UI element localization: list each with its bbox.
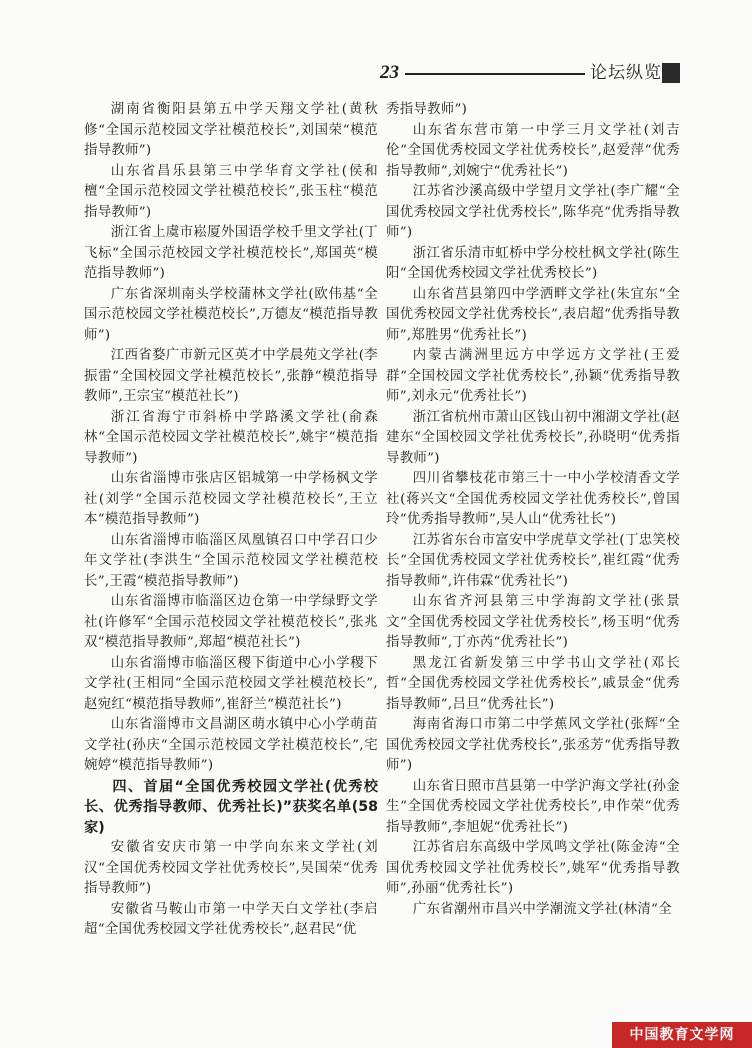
- list-item: 浙江省乐清市虹桥中学分校杜枫文学社(陈生阳“全国优秀校园文学社优秀校长”): [386, 245, 680, 281]
- list-item: 山东省淄博市临淄区稷下街道中心小学稷下文学社(王相同“全国示范校园文学社模范校长”,赵宛红“模范指导教师”,崔舒兰“模范社长”): [84, 655, 378, 712]
- header-rule: [405, 73, 585, 75]
- list-item: 山东省莒县第四中学洒畔文学社(朱宜东“全国优秀校园文学社优秀校长”,表启超“优秀指导教师”,郑胜男“优秀社长”): [386, 286, 680, 343]
- list-item: 山东省淄博市张店区铝城第一中学杨枫文学社(刘学“全国示范校园文学社模范校长”,王立本“模范指导教师”): [84, 471, 378, 527]
- list-item: 江苏省沙溪高级中学望月文学社(李广耀“全国优秀校园文学社优秀校长”,陈华亮“优秀指导教师”): [386, 184, 680, 240]
- list-item: 浙江省海宁市斜桥中学路溪文学社(俞森林“全国示范校园文学社模范校长”,姚宇“模范指导教师”): [84, 409, 378, 466]
- list-item: 黑龙江省新发第三中学书山文学社(邓长哲“全国优秀校园文学社优秀校长”,戚景金“优秀指导教师”,吕旦“优秀社长”): [386, 655, 680, 712]
- list-item: 海南省海口市第二中学蕉风文学社(张辉“全国优秀校园文学社优秀校长”,张丞芳“优秀指导教师”): [386, 717, 680, 773]
- list-item: 四川省攀枝花市第三十一中小学校清香文学社(蒋兴文“全国优秀校园文学社优秀校长”,曾国玲“优秀指导教师”,吴人山“优秀社长”): [386, 471, 680, 527]
- list-item: 广东省深圳南头学校蒲林文学社(欧伟基“全国示范校园文学社模范校长”,万德友“模范指导教师”): [84, 286, 378, 343]
- list-item: 江苏省东台市富安中学虎草文学社(丁忠笑校长“全国优秀校园文学社优秀校长”,崔红霞“优秀指导教师”,许伟霖“优秀社长”): [386, 532, 680, 589]
- right-column: [386, 100, 680, 920]
- list-item-continuation: 秀指导教师”): [386, 102, 468, 117]
- list-item: 山东省淄博市临淄区边仓第一中学绿野文学社(许修军“全国示范校园文学社模范校长”,张兆双“模范指导教师”,郑超“模范社长”): [84, 594, 378, 650]
- site-watermark: 中国教育文学网: [612, 1022, 752, 1048]
- list-item: 内蒙古满洲里远方中学远方文学社(王爱群“全国校园文学社优秀校长”,孙颖“优秀指导教师”,刘永元“优秀社长”): [386, 348, 680, 404]
- list-item: 安徽省安庆市第一中学向东来文学社(刘汉“全国优秀校园文学社优秀校长”,吴国荣“优秀指导教师”): [84, 840, 378, 896]
- section-heading: 四、首届“全国优秀校园文学社(优秀校长、优秀指导教师、优秀社长)”获奖名单(58家): [84, 778, 378, 836]
- list-item: 山东省昌乐县第三中学华育文学社(侯和檀“全国示范校园文学社模范校长”,张玉柱“模范指导教师”): [84, 163, 378, 220]
- header-block-mark: [662, 63, 680, 83]
- list-item: 山东省日照市莒县第一中学沪海文学社(孙金生“全国优秀校园文学社优秀校长”,申作荣“优秀指导教师”,李旭妮“优秀社长”): [386, 778, 680, 835]
- list-item: 山东省淄博市文昌湖区萌水镇中心小学萌苗文学社(孙庆“全国示范校园文学社模范校长”,宅婉婷“模范指导教师”): [84, 717, 378, 773]
- list-item: 安徽省马鞍山市第一中学天白文学社(李启超“全国优秀校园文学社优秀校长”,赵君民“优: [84, 901, 378, 937]
- list-item: 江苏省启东高级中学凤鸣文学社(陈金涛“全国优秀校园文学社优秀校长”,姚军“优秀指导教师”,孙丽“优秀社长”): [386, 840, 680, 896]
- list-item: 山东省东营市第一中学三月文学社(刘吉伦“全国优秀校园文学社优秀校长”,赵爱萍“优秀指导教师”,刘婉宁“优秀社长”): [386, 122, 680, 179]
- list-item: 浙江省上虞市崧厦外国语学校千里文学社(丁飞标“全国示范校园文学社模范校长”,郑国英“模范指导教师”): [84, 225, 378, 281]
- page-number: 23: [380, 62, 399, 83]
- list-item: 江西省婺广市新元区英才中学晨苑文学社(李振雷“全国校园文学社模范校长”,张静“模范指导教师”,王宗宝“模范社长”): [84, 348, 378, 404]
- list-item: 浙江省杭州市萧山区钱山初中湘湖文学社(赵建东“全国校园文学社优秀校长”,孙晓明“优秀指导教师”): [386, 409, 680, 466]
- page-header: [380, 62, 680, 84]
- list-item: 山东省齐河县第三中学海韵文学社(张景文“全国优秀校园文学社优秀校长”,杨玉明“优秀指导教师”,丁亦芮“优秀社长”): [386, 594, 680, 650]
- list-item: 山东省淄博市临淄区凤凰镇召口中学召口少年文学社(李洪生“全国示范校园文学社模范校长”,王霞“模范指导教师”): [84, 532, 378, 589]
- list-item: 湖南省衡阳县第五中学天翔文学社(黄秋修“全国示范校园文学社模范校长”,刘国荣“模范指导教师”): [84, 102, 378, 158]
- left-column: [84, 100, 378, 941]
- section-title: 论坛纵览: [590, 63, 662, 83]
- list-item: 广东省潮州市昌兴中学潮流文学社(林清“全: [412, 901, 672, 917]
